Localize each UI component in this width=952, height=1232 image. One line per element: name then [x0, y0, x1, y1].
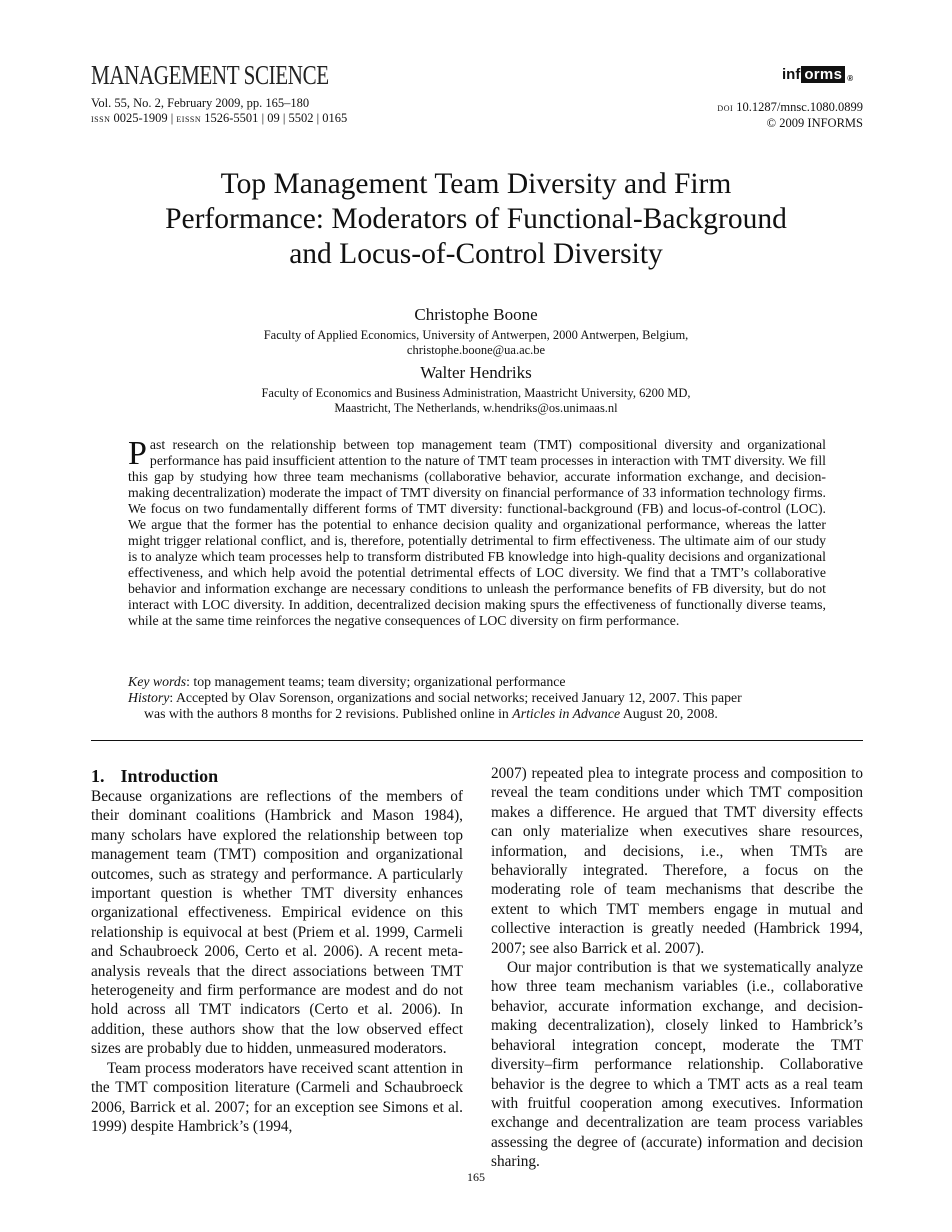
history-continuation [128, 706, 826, 722]
history-line: History: Accepted by Olav Sorenson, organizations and social networks; received January 12, 2007. This paper was with the authors 8 months for 2 revisions. Published online in Articles in Advance August 20, 2008. [128, 690, 826, 722]
paragraph: Our major contribution is that we systematically analyze how three team mechanism variables (i.e., collaborative behavior, accurate information exchange, and decision-making decentralization), closely linked to Hambrick’s behavioral integration concept, moderate the TMT diversity–firm performance relationship. Collaborative behavior is the degree to which a TMT acts as a real team with fruitful cooperation among executives. Information exchange and decentralization are team process variables assessing the degree of (accurate) information and decision sharing. [491, 959, 863, 1171]
affiliation-line-1: Faculty of Applied Economics, University of Antwerpen, 2000 Antwerpen, Belgium, [263, 328, 689, 342]
paragraph: Team process moderators have received scant attention in the TMT composition literature (Carmeli and Schaubroeck 2006, Barrick et al. 2007; for an exception see Simons et al. 1999) despite Hambrick’s (1994, [91, 1059, 463, 1135]
issn-value: 0025-1909 [113, 111, 168, 125]
history-text-3: August 20, 2008. [622, 706, 718, 721]
registered-mark: ® [847, 74, 854, 83]
paragraph: Because organizations are reflections of the members of their dominant coalitions (Hambrick and Mason 1984), many scholars have explored the relationship between top management team (TMT) composition and organizational outcomes, such as strategy and performance. A particularly important question is whether TMT diversity enhances organizational effectiveness. Empirical evidence on this relationship is equivocal at best (Priem et al. 1999, Carmeli and Schaubroeck 2006, Certo et al. 2006). A recent meta-analysis reveals that the direct associations between TMT heterogeneity and firm performance are modest and do not hold across all TMT indicators (Certo et al. 2006). In addition, these authors show that the low observed effect sizes are probably due to hidden, unmeasured moderators. [91, 788, 463, 1058]
keywords-label: Key words [128, 674, 187, 689]
keywords-line: Key words: top management teams; team diversity; organizational performance [128, 674, 566, 689]
title-line-3: and Locus-of-Control Diversity [289, 238, 663, 270]
author-affiliation [0, 328, 952, 358]
history-italic: Articles in Advance [512, 706, 621, 721]
logo-prefix: inf [782, 66, 801, 83]
abstract-text: ast research on the relationship between top management team (TMT) compositional diversity and organizational performance has paid insufficient attention to the nature of TMT team processes in interaction with TMT diversity. We fill this gap by studying how three team mechanisms (collaborative behavior, accurate information exchange, and decision-making decentralization) moderate the impact of TMT diversity on financial performance of 33 information technology firms. We focus on two fundamentally different forms of TMT diversity: functional-background (FB) and locus-of-control (LOC). We argue that the former has the potential to enhance decision quality and organizational performance, whereas the latter might trigger relational conflict, and is, therefore, potentially detrimental to firm effectiveness. The ultimate aim of our study is to analyze which team processes help to transform distributed FB knowledge into high-quality decisions and organizational effectiveness, and which help avoid the potential detrimental effects of LOC diversity. We find that a TMT’s collaborative behavior and information exchange are necessary conditions to unleash the performance benefits of FB diversity, but do not interact with LOC diversity. In addition, decentralized decision making spurs the effectiveness of functionally diverse teams, while at the same time reinforces the negative consequences of LOC diversity on firm performance. [128, 437, 826, 628]
doi-block [717, 100, 863, 131]
abstract [128, 437, 826, 629]
volume-line: Vol. 55, No. 2, February 2009, pp. 165–180 [91, 96, 310, 110]
issue-code: 09 [267, 111, 280, 125]
journal-title: MANAGEMENT SCIENCE [91, 60, 329, 90]
affiliation-line-2: christophe.boone@ua.ac.be [406, 343, 546, 357]
title-line-2: Performance: Moderators of Functional-Background [165, 203, 787, 235]
affiliation-line-2: Maastricht, The Netherlands, w.hendriks@os.unimaas.nl [334, 401, 618, 415]
body-column-left [91, 766, 463, 1136]
paragraph: 2007) repeated plea to integrate process and composition to reveal the team conditions under which TMT composition makes a difference. He argued that TMT diversity effects can only materialize when executives share resources, information, and decisions, i.e., when TMTs are behaviorally integrated. Therefore, a focus on the moderating role of team mechanisms that describe the extent to which TMT members engage in mutual and collective interaction is greatly needed (Hambrick 1994, 2007; see also Barrick et al. 2007). [491, 765, 863, 957]
body-column-right [491, 764, 863, 1172]
history-text-2: was with the authors 8 months for 2 revisions. Published online in [144, 706, 509, 721]
logo-box: orms [801, 66, 845, 83]
section-divider [91, 740, 863, 741]
keywords-history [128, 674, 826, 722]
informs-logo [782, 66, 853, 83]
issue-code-3: 0165 [322, 111, 348, 125]
doi-label: doi [717, 102, 734, 114]
author-affiliation [0, 386, 952, 416]
history-text-1: Accepted by Olav Sorenson, organizations and social networks; received January 12, 2007. This paper [175, 690, 742, 705]
copyright: © 2009 INFORMS [766, 116, 863, 130]
author-name: Walter Hendriks [420, 363, 532, 382]
title-line-1: Top Management Team Diversity and Firm [220, 168, 732, 200]
section-number: 1. [91, 766, 105, 786]
issn-line: issn 0025-1909 | eissn 1526-5501 | 09 | 5502 | 0165 [91, 111, 348, 125]
section-heading [91, 766, 463, 786]
keywords: top management teams; team diversity; organizational performance [193, 674, 566, 689]
eissn-value: 1526-5501 [204, 111, 259, 125]
affiliation-line-1: Faculty of Economics and Business Administration, Maastricht University, 6200 MD, [261, 386, 691, 400]
doi-line [717, 100, 863, 116]
section-title: Introduction [120, 766, 219, 786]
issn-label: issn [91, 113, 111, 125]
doi-value: 10.1287/mnsc.1080.0899 [736, 100, 863, 114]
eissn-label: eissn [176, 113, 202, 125]
author-name: Christophe Boone [414, 305, 538, 324]
issue-info [91, 96, 347, 127]
history-label: History [128, 690, 170, 705]
article-title [60, 167, 892, 272]
drop-cap: P [128, 435, 147, 472]
issue-code-2: 5502 [288, 111, 314, 125]
page-number: 165 [467, 1170, 485, 1184]
